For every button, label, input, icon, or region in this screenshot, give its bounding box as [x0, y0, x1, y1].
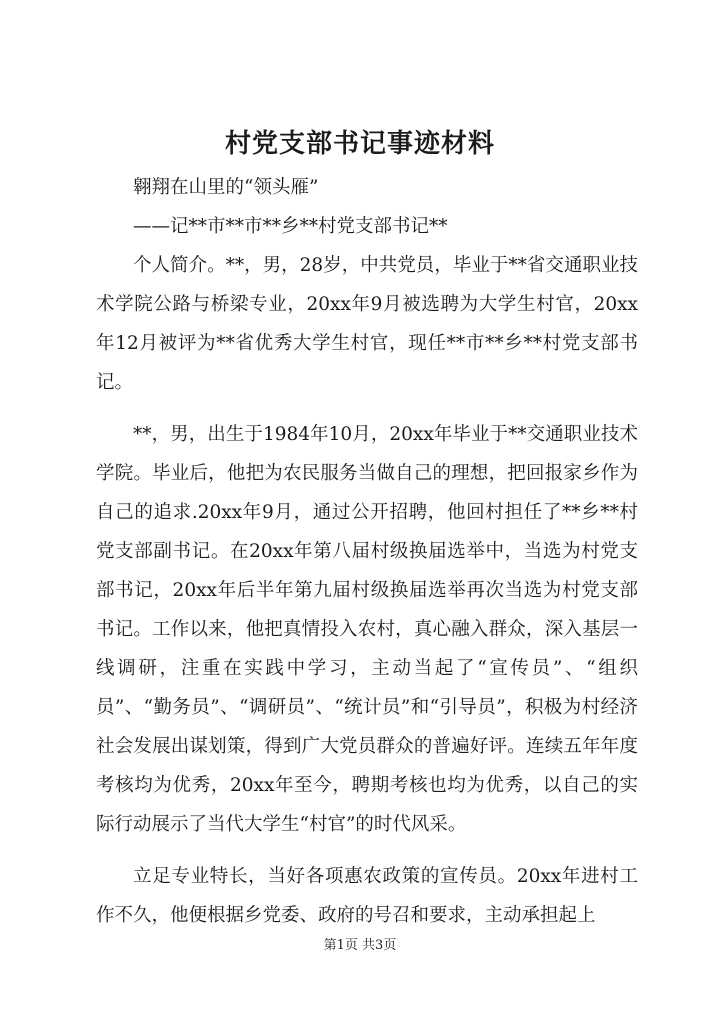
paragraph-biography: **，男，出生于1984年10月，20xx年毕业于**交通职业技术学院。毕业后，他把为农民服务当做自己的理想，把回报家乡作为自己的追求.20xx年9月，通过公开招聘，他回村担任了**乡**村党支部副书记。在20xx年第八届村级换届选举中，当选为村党支部书记，20xx年后半年第九届村级换届选举再次当选为村党支部书记。工作以来，他把真情投入农村，真心融入群众，深入基层一线调研，注重在实践中学习，主动当起了“宣传员”、“组织员”、“勤务员”、“调研员”、“统计员”和“引导员”，积极为村经济社会发展出谋划策，得到广大党员群众的普遍好评。连续五年年度考核均为优秀，20xx年至今，聘期考核也均为优秀，以自己的实际行动展示了当代大学生“村官”的时代风采。 — [96, 424, 638, 835]
paragraph-profile: 个人简介。**，男，28岁，中共党员，毕业于**省交通职业技术学院公路与桥梁专业，20xx年9月被选聘为大学生村官，20xx年12月被评为**省优秀大学生村官，现任**市**乡**村党支部书记。 — [96, 255, 638, 393]
page-number: 第1页 共3页 — [323, 938, 397, 953]
document-title: 村党支部书记事迹材料 — [224, 129, 495, 159]
byline: ——记**市**市**乡**村党支部书记** — [133, 216, 448, 237]
subtitle: 翱翔在山里的“领头雁” — [133, 177, 319, 198]
document-body — [96, 168, 638, 935]
paragraph-policy: 立足专业特长，当好各项惠农政策的宣传员。20xx年进村工作不久，他便根据乡党委、政府的号召和要求，主动承担起上 — [96, 866, 638, 926]
